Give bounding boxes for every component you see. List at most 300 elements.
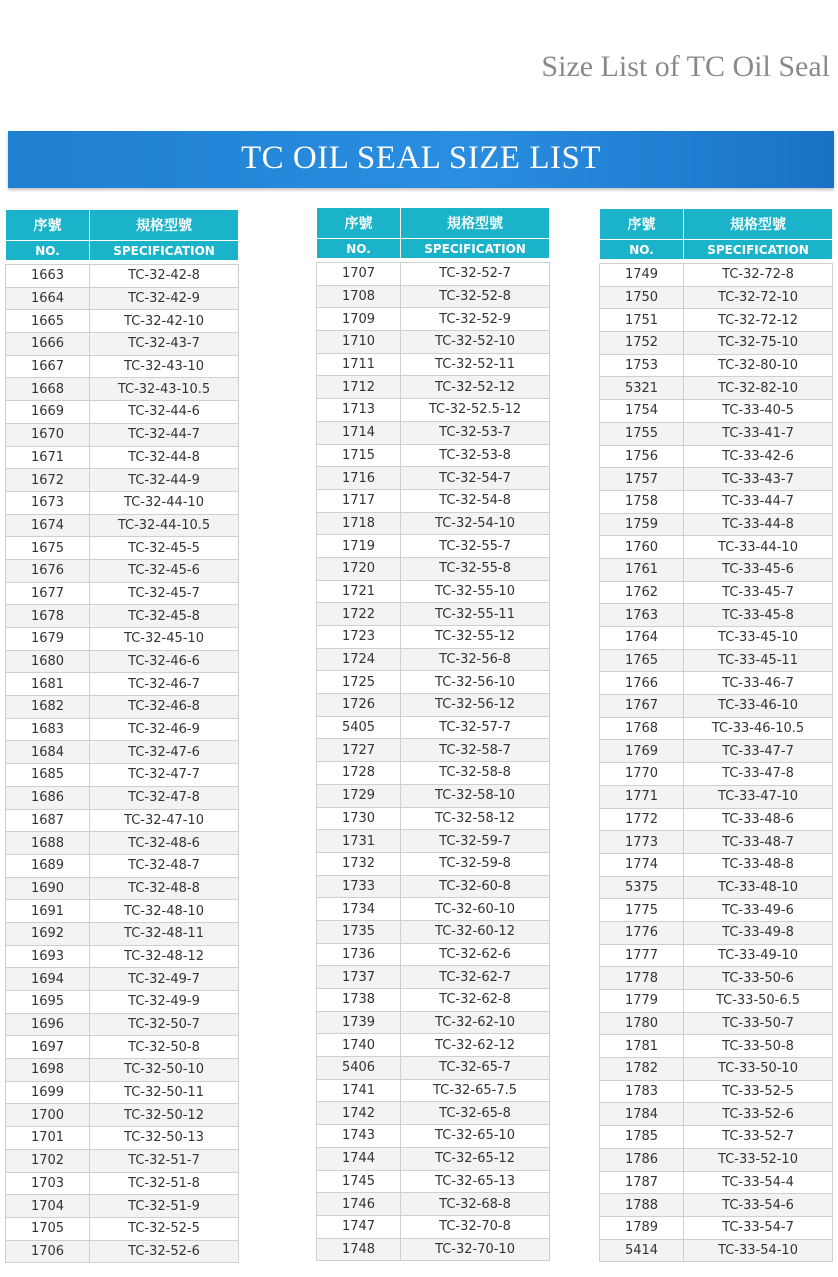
- table-row: [317, 626, 550, 649]
- row-number: 1751: [600, 309, 684, 332]
- table-row: [317, 1170, 550, 1193]
- row-number: 1748: [317, 1238, 401, 1261]
- row-specification: TC-32-54-7: [401, 467, 550, 490]
- row-number: 1742: [317, 1102, 401, 1125]
- row-specification: TC-33-45-6: [684, 558, 833, 581]
- row-number: 1698: [6, 1059, 90, 1082]
- row-specification: TC-33-54-10: [684, 1239, 833, 1262]
- row-specification: TC-32-47-7: [90, 764, 239, 787]
- row-specification: TC-32-52-12: [401, 376, 550, 399]
- row-specification: TC-32-43-10.5: [90, 378, 239, 401]
- row-number: 1729: [317, 784, 401, 807]
- table-row: [6, 1240, 239, 1263]
- row-specification: TC-32-44-10: [90, 491, 239, 514]
- row-number: 1674: [6, 514, 90, 537]
- table-row: [317, 331, 550, 354]
- table-row: [317, 739, 550, 762]
- row-specification: TC-32-48-8: [90, 877, 239, 900]
- row-specification: TC-33-44-10: [684, 536, 833, 559]
- table-row: [600, 717, 833, 740]
- row-number: 1756: [600, 445, 684, 468]
- table-row: [600, 1080, 833, 1103]
- table-row: [600, 1012, 833, 1035]
- table-row: [600, 490, 833, 513]
- row-specification: TC-32-49-7: [90, 968, 239, 991]
- row-specification: TC-33-47-8: [684, 763, 833, 786]
- row-number: 1672: [6, 469, 90, 492]
- header-no-zh: 序號: [600, 209, 684, 240]
- table-row: [600, 853, 833, 876]
- row-specification: TC-33-52-6: [684, 1103, 833, 1126]
- row-number: 1731: [317, 830, 401, 853]
- row-number: 1681: [6, 673, 90, 696]
- row-specification: TC-32-50-8: [90, 1036, 239, 1059]
- row-specification: TC-32-44-9: [90, 469, 239, 492]
- row-specification: TC-32-55-11: [401, 603, 550, 626]
- row-number: 5321: [600, 377, 684, 400]
- row-specification: TC-33-48-6: [684, 808, 833, 831]
- row-specification: TC-33-54-7: [684, 1216, 833, 1239]
- table-row: [6, 333, 239, 356]
- row-specification: TC-33-45-8: [684, 604, 833, 627]
- row-number: 1738: [317, 989, 401, 1012]
- table-row: [6, 628, 239, 651]
- table-row: [317, 603, 550, 626]
- row-specification: TC-32-56-10: [401, 671, 550, 694]
- row-number: 1691: [6, 900, 90, 923]
- row-specification: TC-32-62-10: [401, 1011, 550, 1034]
- row-specification: TC-33-48-10: [684, 876, 833, 899]
- table-row: [600, 1058, 833, 1081]
- row-number: 1707: [317, 263, 401, 286]
- row-number: 1677: [6, 582, 90, 605]
- row-number: 1755: [600, 422, 684, 445]
- row-number: 1767: [600, 695, 684, 718]
- table-row: [6, 491, 239, 514]
- table-row: [6, 605, 239, 628]
- row-number: 1683: [6, 718, 90, 741]
- row-number: 1717: [317, 489, 401, 512]
- row-number: 1669: [6, 401, 90, 424]
- row-number: 1714: [317, 421, 401, 444]
- row-specification: TC-32-56-12: [401, 694, 550, 717]
- row-specification: TC-32-48-7: [90, 854, 239, 877]
- header-no-zh: 序號: [317, 208, 401, 239]
- row-specification: TC-32-58-7: [401, 739, 550, 762]
- table-row: [317, 852, 550, 875]
- header-spec-en: SPECIFICATION: [684, 240, 833, 260]
- row-specification: TC-33-42-6: [684, 445, 833, 468]
- row-specification: TC-32-55-12: [401, 626, 550, 649]
- row-specification: TC-32-54-10: [401, 512, 550, 535]
- row-specification: TC-33-48-7: [684, 831, 833, 854]
- table-row: [6, 1149, 239, 1172]
- row-number: 1763: [600, 604, 684, 627]
- table-row: [6, 537, 239, 560]
- row-specification: TC-32-47-10: [90, 809, 239, 832]
- row-specification: TC-32-55-7: [401, 535, 550, 558]
- row-number: 5406: [317, 1057, 401, 1080]
- table-row: [600, 990, 833, 1013]
- header-spec-zh: 規格型號: [401, 208, 550, 239]
- row-specification: TC-32-50-11: [90, 1081, 239, 1104]
- table-row: [600, 785, 833, 808]
- row-number: 1723: [317, 626, 401, 649]
- row-number: 1735: [317, 920, 401, 943]
- row-number: 1711: [317, 353, 401, 376]
- row-number: 1766: [600, 672, 684, 695]
- table-row: [6, 559, 239, 582]
- row-number: 1739: [317, 1011, 401, 1034]
- row-number: 1769: [600, 740, 684, 763]
- table-row: [600, 513, 833, 536]
- row-number: 1754: [600, 400, 684, 423]
- row-specification: TC-33-45-11: [684, 649, 833, 672]
- row-number: 1665: [6, 310, 90, 333]
- row-specification: TC-33-47-7: [684, 740, 833, 763]
- row-number: 1750: [600, 286, 684, 309]
- page-title: Size List of TC Oil Seal: [541, 50, 830, 83]
- table-row: [6, 1172, 239, 1195]
- row-number: 1722: [317, 603, 401, 626]
- row-specification: TC-33-52-5: [684, 1080, 833, 1103]
- row-number: 1787: [600, 1171, 684, 1194]
- row-number: 1690: [6, 877, 90, 900]
- table-row: [317, 784, 550, 807]
- row-specification: TC-32-52-8: [401, 285, 550, 308]
- row-specification: TC-33-49-6: [684, 899, 833, 922]
- row-specification: TC-32-47-6: [90, 741, 239, 764]
- table-row: [600, 286, 833, 309]
- header-spec-zh: 規格型號: [90, 210, 239, 241]
- table-row: [600, 377, 833, 400]
- row-number: 1764: [600, 627, 684, 650]
- table-row: [6, 582, 239, 605]
- table-row: [6, 764, 239, 787]
- row-number: 1785: [600, 1126, 684, 1149]
- row-number: 1725: [317, 671, 401, 694]
- title-banner: [8, 131, 834, 188]
- row-number: 1668: [6, 378, 90, 401]
- row-number: 1770: [600, 763, 684, 786]
- row-number: 1744: [317, 1147, 401, 1170]
- row-number: 1696: [6, 1013, 90, 1036]
- row-number: 5414: [600, 1239, 684, 1262]
- row-number: 1789: [600, 1216, 684, 1239]
- table-row: [317, 376, 550, 399]
- table-row: [6, 673, 239, 696]
- row-specification: TC-32-72-10: [684, 286, 833, 309]
- row-specification: TC-32-68-8: [401, 1193, 550, 1216]
- row-number: 1682: [6, 696, 90, 719]
- row-number: 1740: [317, 1034, 401, 1057]
- row-number: 1724: [317, 648, 401, 671]
- row-number: 1774: [600, 853, 684, 876]
- row-number: 1788: [600, 1194, 684, 1217]
- row-number: 1773: [600, 831, 684, 854]
- table-row: [6, 1059, 239, 1082]
- row-number: 1762: [600, 581, 684, 604]
- row-specification: TC-32-70-8: [401, 1215, 550, 1238]
- row-specification: TC-32-42-10: [90, 310, 239, 333]
- row-number: 1719: [317, 535, 401, 558]
- table-row: [317, 444, 550, 467]
- row-specification: TC-32-60-10: [401, 898, 550, 921]
- row-specification: TC-33-46-10: [684, 695, 833, 718]
- table-row: [600, 604, 833, 627]
- row-number: 1679: [6, 628, 90, 651]
- row-specification: TC-32-59-8: [401, 852, 550, 875]
- row-number: 1784: [600, 1103, 684, 1126]
- size-table-1: [5, 209, 239, 1263]
- row-number: 1685: [6, 764, 90, 787]
- row-specification: TC-32-60-12: [401, 920, 550, 943]
- row-number: 1693: [6, 945, 90, 968]
- row-number: 1728: [317, 762, 401, 785]
- row-specification: TC-32-46-7: [90, 673, 239, 696]
- row-number: 1736: [317, 943, 401, 966]
- row-specification: TC-32-80-10: [684, 354, 833, 377]
- row-number: 1761: [600, 558, 684, 581]
- table-row: [317, 308, 550, 331]
- row-number: 1667: [6, 355, 90, 378]
- row-number: 1776: [600, 921, 684, 944]
- row-number: 1689: [6, 854, 90, 877]
- table-row: [600, 876, 833, 899]
- row-number: 1718: [317, 512, 401, 535]
- row-number: 1745: [317, 1170, 401, 1193]
- row-number: 1737: [317, 966, 401, 989]
- table-row: [6, 1013, 239, 1036]
- table-row: [600, 967, 833, 990]
- table-row: [600, 695, 833, 718]
- row-specification: TC-32-48-6: [90, 832, 239, 855]
- row-number: 1720: [317, 557, 401, 580]
- table-row: [600, 332, 833, 355]
- row-specification: TC-32-46-8: [90, 696, 239, 719]
- row-number: 1692: [6, 922, 90, 945]
- row-specification: TC-33-50-7: [684, 1012, 833, 1035]
- table-row: [600, 1103, 833, 1126]
- table-row: [6, 378, 239, 401]
- row-number: 5405: [317, 716, 401, 739]
- row-specification: TC-32-53-7: [401, 421, 550, 444]
- row-specification: TC-32-65-12: [401, 1147, 550, 1170]
- row-specification: TC-32-72-12: [684, 309, 833, 332]
- row-number: 1697: [6, 1036, 90, 1059]
- table-row: [600, 763, 833, 786]
- row-specification: TC-32-43-10: [90, 355, 239, 378]
- table-row: [6, 310, 239, 333]
- row-specification: TC-33-44-7: [684, 490, 833, 513]
- row-specification: TC-32-62-6: [401, 943, 550, 966]
- table-row: [317, 1215, 550, 1238]
- row-number: 1716: [317, 467, 401, 490]
- row-number: 1746: [317, 1193, 401, 1216]
- row-specification: TC-33-45-7: [684, 581, 833, 604]
- row-number: 1709: [317, 308, 401, 331]
- row-specification: TC-33-52-10: [684, 1148, 833, 1171]
- row-number: 1675: [6, 537, 90, 560]
- row-specification: TC-32-51-8: [90, 1172, 239, 1195]
- row-specification: TC-32-52-5: [90, 1217, 239, 1240]
- row-number: 1670: [6, 423, 90, 446]
- row-number: 1680: [6, 650, 90, 673]
- row-number: 1701: [6, 1127, 90, 1150]
- row-specification: TC-32-47-8: [90, 786, 239, 809]
- table-row: [600, 1171, 833, 1194]
- header-no-en: NO.: [317, 239, 401, 259]
- row-specification: TC-32-52.5-12: [401, 399, 550, 422]
- row-specification: TC-32-52-10: [401, 331, 550, 354]
- table-row: [6, 922, 239, 945]
- row-number: 1777: [600, 944, 684, 967]
- table-row: [6, 900, 239, 923]
- row-number: 1671: [6, 446, 90, 469]
- row-specification: TC-32-57-7: [401, 716, 550, 739]
- table-row: [6, 1081, 239, 1104]
- row-specification: TC-32-45-10: [90, 628, 239, 651]
- row-number: 1695: [6, 991, 90, 1014]
- row-specification: TC-32-46-9: [90, 718, 239, 741]
- row-number: 1684: [6, 741, 90, 764]
- row-number: 1753: [600, 354, 684, 377]
- row-number: 1708: [317, 285, 401, 308]
- table-row: [6, 1104, 239, 1127]
- row-number: 1734: [317, 898, 401, 921]
- row-specification: TC-32-56-8: [401, 648, 550, 671]
- row-specification: TC-32-42-9: [90, 287, 239, 310]
- table-row: [6, 718, 239, 741]
- row-number: 1721: [317, 580, 401, 603]
- row-specification: TC-32-46-6: [90, 650, 239, 673]
- table-row: [6, 265, 239, 288]
- row-number: 1688: [6, 832, 90, 855]
- table-row: [6, 968, 239, 991]
- row-specification: TC-32-44-10.5: [90, 514, 239, 537]
- table-row: [317, 989, 550, 1012]
- row-number: 1771: [600, 785, 684, 808]
- table-row: [6, 287, 239, 310]
- row-number: 1715: [317, 444, 401, 467]
- row-number: 1712: [317, 376, 401, 399]
- row-specification: TC-32-59-7: [401, 830, 550, 853]
- table-row: [600, 264, 833, 287]
- table-row: [6, 696, 239, 719]
- table-row: [600, 672, 833, 695]
- row-number: 5375: [600, 876, 684, 899]
- table-row: [317, 830, 550, 853]
- table-row: [317, 263, 550, 286]
- table-row: [317, 920, 550, 943]
- row-number: 1705: [6, 1217, 90, 1240]
- row-specification: TC-33-40-5: [684, 400, 833, 423]
- header-no-en: NO.: [600, 240, 684, 260]
- row-number: 1782: [600, 1058, 684, 1081]
- row-specification: TC-32-48-12: [90, 945, 239, 968]
- row-specification: TC-33-46-7: [684, 672, 833, 695]
- row-number: 1726: [317, 694, 401, 717]
- table-row: [317, 671, 550, 694]
- row-number: 1727: [317, 739, 401, 762]
- table-row: [317, 512, 550, 535]
- table-row: [600, 944, 833, 967]
- row-specification: TC-33-50-10: [684, 1058, 833, 1081]
- row-number: 1663: [6, 265, 90, 288]
- table-row: [6, 877, 239, 900]
- row-specification: TC-33-50-8: [684, 1035, 833, 1058]
- table-row: [6, 1217, 239, 1240]
- table-row: [6, 355, 239, 378]
- row-number: 1694: [6, 968, 90, 991]
- header-no-en: NO.: [6, 241, 90, 261]
- row-specification: TC-33-52-7: [684, 1126, 833, 1149]
- row-number: 1686: [6, 786, 90, 809]
- row-number: 1775: [600, 899, 684, 922]
- row-specification: TC-33-43-7: [684, 468, 833, 491]
- row-specification: TC-33-49-10: [684, 944, 833, 967]
- row-number: 1786: [600, 1148, 684, 1171]
- table-row: [600, 1216, 833, 1239]
- table-row: [600, 740, 833, 763]
- table-row: [600, 808, 833, 831]
- header-no-zh: 序號: [6, 210, 90, 241]
- row-number: 1713: [317, 399, 401, 422]
- table-row: [317, 648, 550, 671]
- table-row: [317, 421, 550, 444]
- row-number: 1687: [6, 809, 90, 832]
- table-row: [317, 1034, 550, 1057]
- row-specification: TC-33-49-8: [684, 921, 833, 944]
- row-specification: TC-32-51-7: [90, 1149, 239, 1172]
- table-row: [600, 921, 833, 944]
- table-row: [600, 1239, 833, 1262]
- row-specification: TC-33-54-6: [684, 1194, 833, 1217]
- table-row: [6, 1036, 239, 1059]
- row-specification: TC-32-50-12: [90, 1104, 239, 1127]
- row-specification: TC-32-60-8: [401, 875, 550, 898]
- table-row: [6, 832, 239, 855]
- table-row: [6, 1127, 239, 1150]
- row-specification: TC-32-44-7: [90, 423, 239, 446]
- row-specification: TC-32-44-6: [90, 401, 239, 424]
- row-specification: TC-33-48-8: [684, 853, 833, 876]
- size-table-3: [599, 208, 833, 1262]
- table-row: [600, 354, 833, 377]
- table-row: [6, 1195, 239, 1218]
- table-row: [600, 627, 833, 650]
- row-number: 1765: [600, 649, 684, 672]
- table-row: [317, 716, 550, 739]
- banner-title: TC OIL SEAL SIZE LIST: [240, 140, 601, 176]
- table-row: [6, 423, 239, 446]
- row-specification: TC-32-48-10: [90, 900, 239, 923]
- table-row: [317, 489, 550, 512]
- row-specification: TC-32-45-6: [90, 559, 239, 582]
- row-specification: TC-32-55-8: [401, 557, 550, 580]
- row-specification: TC-32-54-8: [401, 489, 550, 512]
- table-row: [600, 468, 833, 491]
- table-row: [600, 649, 833, 672]
- row-number: 1730: [317, 807, 401, 830]
- row-specification: TC-32-52-11: [401, 353, 550, 376]
- row-number: 1780: [600, 1012, 684, 1035]
- table-row: [6, 401, 239, 424]
- row-specification: TC-32-52-6: [90, 1240, 239, 1263]
- row-specification: TC-32-62-7: [401, 966, 550, 989]
- row-number: 1779: [600, 990, 684, 1013]
- row-number: 1700: [6, 1104, 90, 1127]
